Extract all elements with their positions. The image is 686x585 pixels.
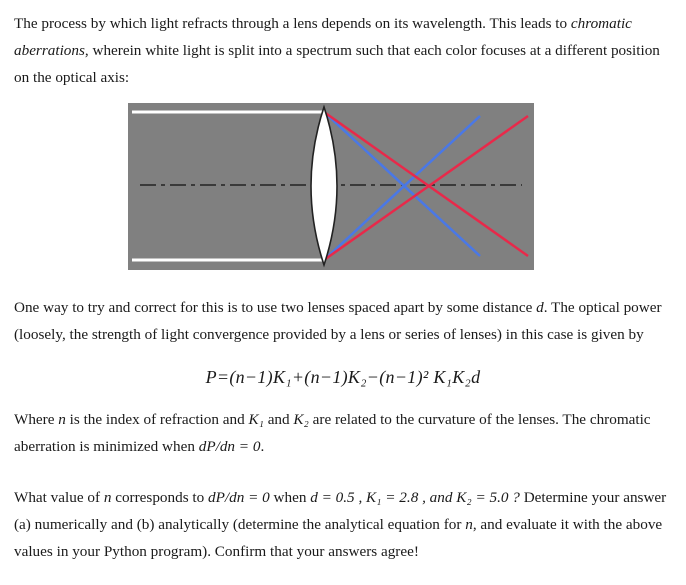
chromatic-aberration-figure [128, 103, 534, 270]
var-k2: K₂ [293, 411, 309, 428]
two-lens-text-1: One way to try and correct for this is to use two lenses spaced apart by some distance [14, 299, 533, 316]
question-var-n: n [103, 489, 112, 506]
question-values: d = 0.5 , K₁ = 2.8 , and K₂ = 5.0 ? [310, 489, 520, 506]
question-text-1: What value of [14, 489, 101, 506]
question-text-3: Determine your answer (a) numerically and (b) analytically (determine the analytical equation for [14, 489, 667, 533]
var-d: d [536, 299, 544, 316]
definitions-end: . [260, 438, 265, 455]
definitions-text-1: is the index of refraction and [69, 411, 245, 428]
definitions-text-2: are related to the curvature of the lenses. The chromatic aberration is minimized when [14, 411, 651, 455]
question-text-2: corresponds to [115, 489, 205, 506]
question-text-4: , and evaluate it with the above values in your Python program). Confirm that your answers agree! [14, 516, 663, 560]
question-when: when [273, 489, 307, 506]
two-lens-paragraph [14, 294, 674, 348]
intro-paragraph [14, 10, 674, 91]
chromatic-aberrations-term: chromatic aberrations [14, 15, 632, 59]
minimization-condition: dP/dn = 0 [198, 438, 261, 455]
question-paragraph [14, 484, 674, 565]
where-text: Where [14, 411, 55, 428]
var-n: n [58, 411, 66, 428]
question-var-n2: n [465, 516, 473, 533]
and-text: and [267, 411, 290, 428]
intro-text-1: The process by which light refracts through a lens depends on its wavelength. This leads to [14, 15, 568, 32]
question-derivative: dP/dn = 0 [208, 489, 270, 506]
definitions-paragraph [14, 406, 674, 460]
two-lens-text-2: . The optical power (loosely, the strength of light convergence provided by a lens or series of lenses) in this case is given by [14, 299, 662, 343]
var-k1: K₁ [248, 411, 264, 428]
intro-text-2: , wherein white light is split into a spectrum such that each color focuses at a different position on the optical axis: [14, 42, 660, 86]
optical-power-equation: P=(n−1)K₁+(n−1)K₂−(n−1)² K₁K₂d [205, 367, 481, 387]
